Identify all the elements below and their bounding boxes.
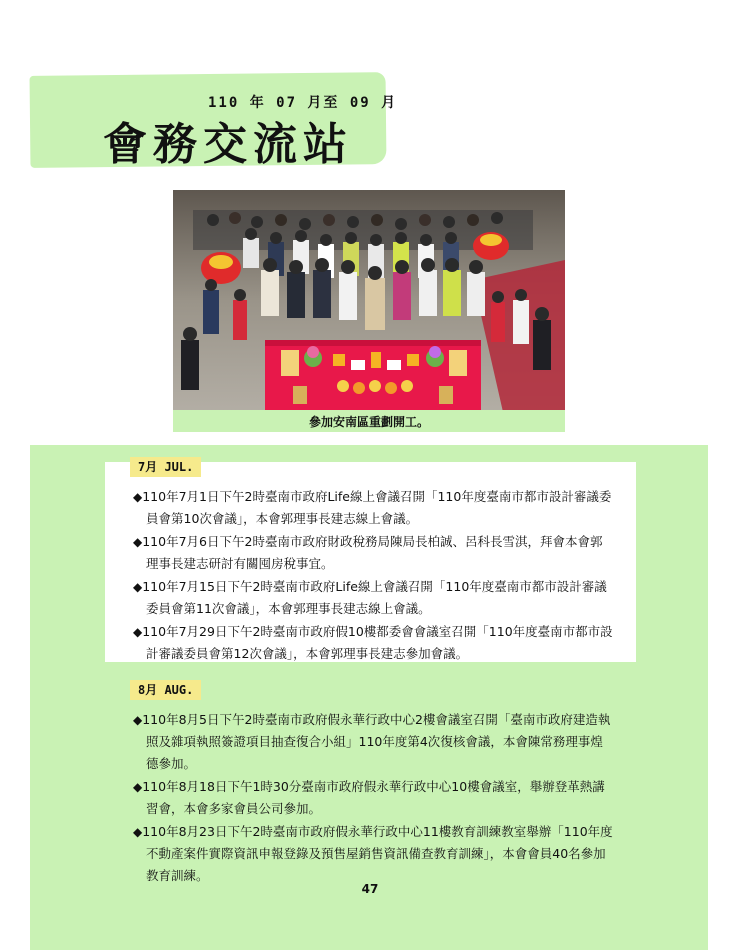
groundbreaking-ceremony-illustration bbox=[173, 190, 565, 412]
list-item: ◆110年8月18日下午1時30分臺南市政府假永華行政中心10樓會議室，舉辦登革熱講習會，本會多家會員公司參加。 bbox=[133, 779, 605, 816]
photo-caption-bar bbox=[173, 410, 565, 432]
page-title: 會務交流站 bbox=[103, 119, 353, 170]
month-tag-july: 7月 JUL. bbox=[130, 457, 201, 477]
list-item: ◆110年8月5日下午2時臺南市政府假永華行政中心2樓會議室召開「臺南市政府建造執照及雜項執照簽證項目抽查復合小組」110年度第4次復核會議，本會陳常務理事煌德參加。 bbox=[133, 712, 611, 771]
august-item-list bbox=[133, 709, 613, 888]
diamond-bullet-icon: ◆ bbox=[133, 490, 143, 504]
diamond-bullet-icon: ◆ bbox=[133, 535, 143, 549]
list-item: ◆110年7月1日下午2時臺南市政府Life線上會議召開「110年度臺南市都市設計審議委員會第10次會議」，本會郭理事長建志線上會議。 bbox=[133, 489, 612, 526]
diamond-bullet-icon: ◆ bbox=[133, 713, 143, 727]
month-tag-august: 8月 AUG. bbox=[130, 680, 201, 700]
page-subtitle: 110 年 07 月至 09 月 bbox=[208, 95, 398, 111]
list-item: ◆110年7月15日下午2時臺南市政府Life線上會議召開「110年度臺南市都市設計審議委員會第11次會議」，本會郭理事長建志線上會議。 bbox=[133, 579, 607, 616]
diamond-bullet-icon: ◆ bbox=[133, 780, 143, 794]
photo-caption: 參加安南區重劃開工。 bbox=[308, 414, 429, 429]
page-number: 47 bbox=[361, 882, 379, 896]
diamond-bullet-icon: ◆ bbox=[133, 625, 143, 639]
diamond-bullet-icon: ◆ bbox=[133, 580, 143, 594]
list-item: ◆110年7月6日下午2時臺南市政府財政稅務局陳局長柏誠、呂科長雪淇，拜會本會郭理事長建志研討有關囤房稅事宜。 bbox=[133, 534, 603, 571]
diamond-bullet-icon: ◆ bbox=[133, 825, 143, 839]
event-photo bbox=[173, 190, 565, 412]
list-item: ◆110年8月23日下午2時臺南市政府假永華行政中心11樓教育訓練教室舉辦「110年度不動產案件實際資訊申報登錄及預售屋銷售資訊備查教育訓練」，本會會員40名參加教育訓練。 bbox=[133, 824, 613, 883]
list-item: ◆110年7月29日下午2時臺南市政府假10樓都委會會議室召開「110年度臺南市都市設計審議委員會第12次會議」，本會郭理事長建志參加會議。 bbox=[133, 624, 613, 661]
july-item-list bbox=[133, 486, 613, 666]
